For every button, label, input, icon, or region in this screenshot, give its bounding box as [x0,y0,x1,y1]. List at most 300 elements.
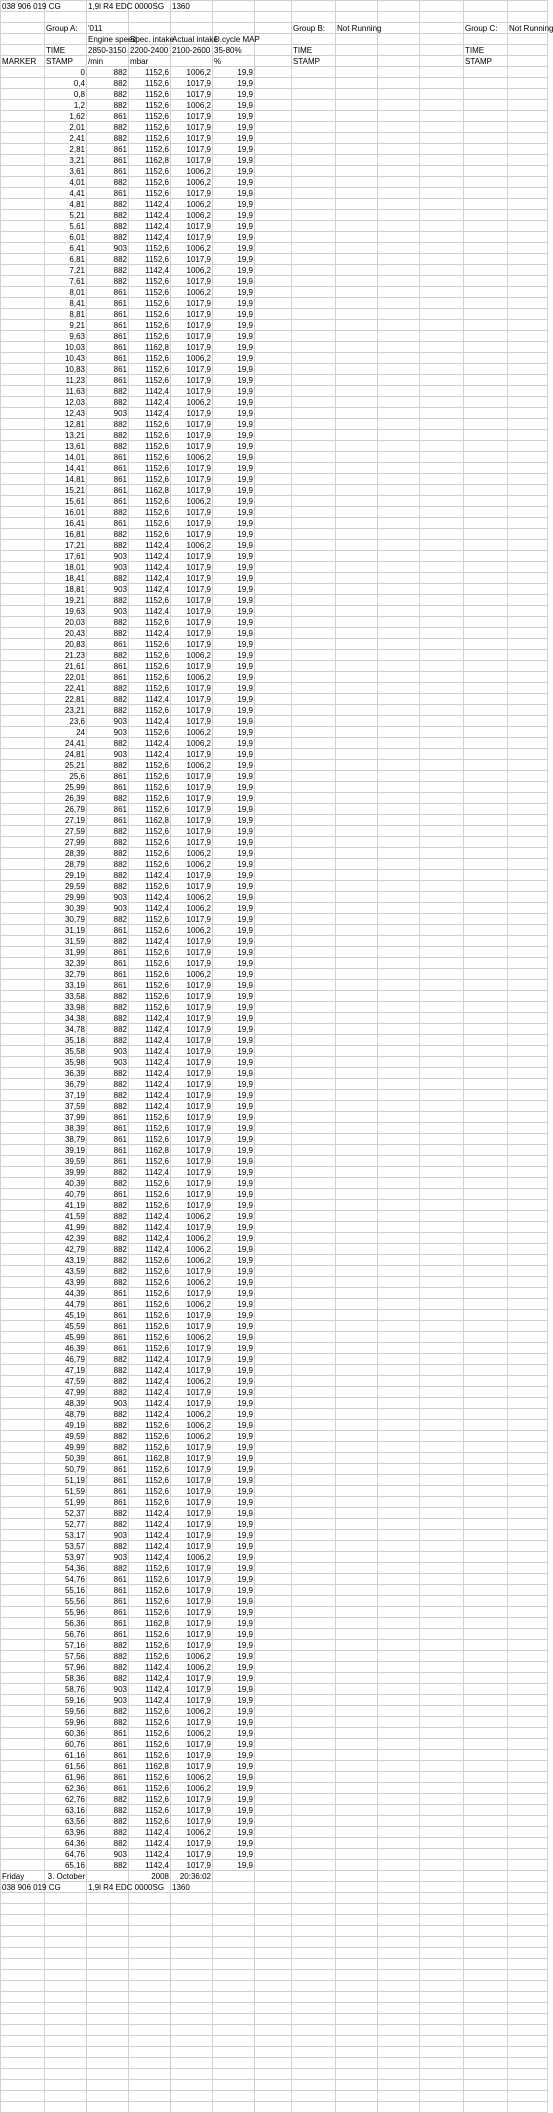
cell[interactable]: 861 [87,1728,129,1739]
cell[interactable] [464,1211,508,1222]
cell[interactable] [464,903,508,914]
cell[interactable] [292,430,336,441]
cell[interactable] [292,320,336,331]
cell[interactable]: 1142,4 [129,562,171,573]
cell[interactable]: 19,9 [213,980,255,991]
cell[interactable] [255,628,292,639]
cell[interactable] [292,1420,336,1431]
cell[interactable] [508,672,548,683]
cell[interactable] [464,133,508,144]
cell[interactable] [87,1871,129,1882]
cell[interactable]: 19,9 [213,1585,255,1596]
cell[interactable]: 861 [87,364,129,375]
cell[interactable] [1,1739,45,1750]
cell[interactable] [420,133,464,144]
cell[interactable] [292,1255,336,1266]
cell[interactable] [464,2069,508,2080]
cell[interactable] [508,474,548,485]
cell[interactable] [464,1739,508,1750]
cell[interactable] [336,1662,378,1673]
cell[interactable] [420,947,464,958]
cell[interactable]: 1017,9 [171,1695,213,1706]
cell[interactable]: 55,96 [45,1607,87,1618]
cell[interactable] [378,353,420,364]
cell[interactable] [508,45,548,56]
cell[interactable] [87,1948,129,1959]
cell[interactable]: 65,16 [45,1860,87,1871]
cell[interactable]: 903 [87,903,129,914]
cell[interactable]: 903 [87,408,129,419]
cell[interactable] [378,1552,420,1563]
cell[interactable]: 1017,9 [171,1024,213,1035]
cell[interactable]: 51,59 [45,1486,87,1497]
cell[interactable]: 1017,9 [171,1046,213,1057]
cell[interactable] [464,111,508,122]
cell[interactable]: 1017,9 [171,1475,213,1486]
cell[interactable] [464,1662,508,1673]
cell[interactable] [464,507,508,518]
cell[interactable] [213,12,255,23]
cell[interactable] [336,1739,378,1750]
cell[interactable] [292,1090,336,1101]
cell[interactable] [378,1420,420,1431]
cell[interactable]: 882 [87,1651,129,1662]
cell[interactable] [420,760,464,771]
cell[interactable] [336,980,378,991]
cell[interactable]: 1142,4 [129,1024,171,1035]
cell[interactable]: 861 [87,1464,129,1475]
cell[interactable]: 882 [87,67,129,78]
cell[interactable] [464,1057,508,1068]
cell[interactable] [508,1332,548,1343]
cell[interactable] [378,243,420,254]
cell[interactable]: 1017,9 [171,936,213,947]
cell[interactable] [508,2058,548,2069]
cell[interactable] [255,188,292,199]
cell[interactable]: 1017,9 [171,375,213,386]
cell[interactable] [508,683,548,694]
cell[interactable]: 30,79 [45,914,87,925]
cell[interactable]: 1152,6 [129,353,171,364]
cell[interactable]: 1152,6 [129,1310,171,1321]
cell[interactable] [420,1101,464,1112]
cell[interactable] [87,2014,129,2025]
cell[interactable] [292,463,336,474]
cell[interactable] [336,1541,378,1552]
cell[interactable] [464,1002,508,1013]
cell[interactable] [292,507,336,518]
cell[interactable] [1,177,45,188]
cell[interactable] [255,507,292,518]
cell[interactable] [292,1079,336,1090]
cell[interactable] [292,265,336,276]
cell[interactable] [464,1299,508,1310]
cell[interactable] [464,1112,508,1123]
cell[interactable]: 1142,4 [129,1057,171,1068]
cell[interactable] [1,210,45,221]
cell[interactable] [420,23,464,34]
cell[interactable] [420,1189,464,1200]
cell[interactable]: 29,19 [45,870,87,881]
cell[interactable] [336,463,378,474]
cell[interactable] [420,1805,464,1816]
cell[interactable] [378,1288,420,1299]
cell[interactable] [336,1398,378,1409]
cell[interactable] [255,617,292,628]
cell[interactable]: 19,9 [213,848,255,859]
cell[interactable] [464,1574,508,1585]
cell[interactable] [255,386,292,397]
cell[interactable] [292,815,336,826]
cell[interactable] [292,1970,336,1981]
cell[interactable]: 1152,6 [129,947,171,958]
cell[interactable]: 19,9 [213,353,255,364]
cell[interactable] [292,738,336,749]
cell[interactable]: 1152,6 [129,991,171,1002]
cell[interactable] [508,1090,548,1101]
cell[interactable]: 64,76 [45,1849,87,1860]
cell[interactable] [1,1123,45,1134]
cell[interactable] [420,1706,464,1717]
cell[interactable] [378,1035,420,1046]
cell[interactable]: 62,76 [45,1794,87,1805]
cell[interactable]: 1017,9 [171,1816,213,1827]
cell[interactable] [420,1178,464,1189]
cell[interactable]: 1017,9 [171,1629,213,1640]
cell[interactable]: 882 [87,78,129,89]
cell[interactable] [464,122,508,133]
cell[interactable] [1,1915,45,1926]
cell[interactable]: 861 [87,947,129,958]
cell[interactable] [292,1981,336,1992]
cell[interactable]: 57,56 [45,1651,87,1662]
cell[interactable] [464,1156,508,1167]
cell[interactable] [292,1915,336,1926]
cell[interactable]: 2200-2400 [129,45,171,56]
cell[interactable] [508,199,548,210]
cell[interactable] [378,551,420,562]
cell[interactable] [420,155,464,166]
cell[interactable]: 19,9 [213,1563,255,1574]
cell[interactable]: 1142,4 [129,1101,171,1112]
cell[interactable] [292,276,336,287]
cell[interactable] [508,584,548,595]
cell[interactable] [378,309,420,320]
cell[interactable]: 1142,4 [129,1090,171,1101]
cell[interactable]: 1017,9 [171,980,213,991]
cell[interactable] [1,342,45,353]
cell[interactable] [336,1970,378,1981]
cell[interactable]: 19,9 [213,1068,255,1079]
cell[interactable] [508,1904,548,1915]
cell[interactable] [336,419,378,430]
cell[interactable] [508,342,548,353]
cell[interactable]: 882 [87,1002,129,1013]
cell[interactable] [1,1211,45,1222]
cell[interactable] [420,1475,464,1486]
cell[interactable] [255,1046,292,1057]
cell[interactable] [255,1,292,12]
cell[interactable] [378,298,420,309]
cell[interactable]: 1017,9 [171,562,213,573]
cell[interactable] [464,342,508,353]
cell[interactable] [508,1915,548,1926]
cell[interactable] [464,496,508,507]
cell[interactable] [255,2025,292,2036]
cell[interactable]: 1017,9 [171,1123,213,1134]
cell[interactable] [255,1002,292,1013]
cell[interactable] [336,628,378,639]
cell[interactable] [1,1596,45,1607]
cell[interactable]: TIME [292,45,336,56]
cell[interactable] [255,1915,292,1926]
cell[interactable]: 58,76 [45,1684,87,1695]
cell[interactable] [1,617,45,628]
cell[interactable] [255,1354,292,1365]
cell[interactable] [508,419,548,430]
cell[interactable] [378,1816,420,1827]
cell[interactable] [508,1849,548,1860]
cell[interactable] [378,397,420,408]
cell[interactable]: 19,9 [213,1486,255,1497]
cell[interactable] [420,1585,464,1596]
cell[interactable] [508,386,548,397]
cell[interactable]: 19,9 [213,1431,255,1442]
cell[interactable]: 903 [87,749,129,760]
cell[interactable] [378,1398,420,1409]
cell[interactable] [255,2003,292,2014]
cell[interactable]: 1152,6 [129,1486,171,1497]
cell[interactable] [508,463,548,474]
cell[interactable] [378,1222,420,1233]
cell[interactable] [378,815,420,826]
cell[interactable]: 40,39 [45,1178,87,1189]
cell[interactable] [464,1838,508,1849]
cell[interactable] [464,551,508,562]
cell[interactable] [420,1629,464,1640]
cell[interactable]: 861 [87,1783,129,1794]
cell[interactable] [508,1948,548,1959]
cell[interactable] [508,1816,548,1827]
cell[interactable] [464,232,508,243]
cell[interactable] [255,1871,292,1882]
cell[interactable] [508,353,548,364]
cell[interactable] [420,1739,464,1750]
cell[interactable] [255,1838,292,1849]
cell[interactable]: 1017,9 [171,1310,213,1321]
cell[interactable] [292,1321,336,1332]
cell[interactable] [508,1255,548,1266]
cell[interactable] [213,2102,255,2113]
cell[interactable]: 861 [87,969,129,980]
cell[interactable]: 1152,6 [129,529,171,540]
cell[interactable] [378,1365,420,1376]
cell[interactable] [508,650,548,661]
cell[interactable]: 1006,2 [171,67,213,78]
cell[interactable]: 21,61 [45,661,87,672]
cell[interactable]: 1017,9 [171,1145,213,1156]
cell[interactable]: D.cycle MAP [214,35,260,44]
cell[interactable] [420,1948,464,1959]
cell[interactable]: 1017,9 [171,1079,213,1090]
cell[interactable] [336,364,378,375]
cell[interactable] [336,1695,378,1706]
cell[interactable] [508,430,548,441]
cell[interactable]: 19,9 [213,1849,255,1860]
cell[interactable]: 35,58 [45,1046,87,1057]
cell[interactable]: 882 [87,1860,129,1871]
cell[interactable] [508,804,548,815]
cell[interactable]: 19,9 [213,397,255,408]
cell[interactable] [1,67,45,78]
cell[interactable] [464,89,508,100]
cell[interactable] [420,1904,464,1915]
cell[interactable] [508,1563,548,1574]
cell[interactable]: 882 [87,1255,129,1266]
cell[interactable]: 1006,2 [171,166,213,177]
cell[interactable] [292,1508,336,1519]
cell[interactable] [378,1607,420,1618]
cell[interactable] [420,309,464,320]
cell[interactable]: MARKER [1,56,45,67]
cell[interactable] [336,661,378,672]
cell[interactable] [87,2003,129,2014]
cell[interactable] [378,936,420,947]
cell[interactable] [292,1189,336,1200]
cell[interactable]: 882 [87,573,129,584]
cell[interactable]: 1152,6 [129,67,171,78]
cell[interactable]: 1017,9 [171,309,213,320]
cell[interactable] [464,870,508,881]
cell[interactable]: 45,99 [45,1332,87,1343]
cell[interactable]: 1006,2 [171,1772,213,1783]
cell[interactable]: 1017,9 [171,1453,213,1464]
cell[interactable] [420,199,464,210]
cell[interactable] [464,760,508,771]
cell[interactable]: 19,9 [213,705,255,716]
cell[interactable] [378,430,420,441]
cell[interactable]: 861 [87,1321,129,1332]
cell[interactable]: 1006,2 [171,925,213,936]
cell[interactable] [255,2069,292,2080]
cell[interactable]: 1142,4 [129,540,171,551]
cell[interactable]: 19,9 [213,474,255,485]
cell[interactable] [255,1233,292,1244]
cell[interactable] [464,848,508,859]
cell[interactable]: 861 [87,980,129,991]
cell[interactable]: 32,79 [45,969,87,980]
cell[interactable] [420,1937,464,1948]
cell[interactable] [255,1596,292,1607]
cell[interactable] [464,2080,508,2091]
cell[interactable]: 1006,2 [171,452,213,463]
cell[interactable] [336,1618,378,1629]
cell[interactable]: 19,9 [213,1442,255,1453]
cell[interactable] [378,1486,420,1497]
cell[interactable]: 882 [87,1541,129,1552]
cell[interactable] [292,551,336,562]
cell[interactable]: 038 906 019 CG [2,1883,61,1892]
cell[interactable] [129,23,171,34]
cell[interactable]: 1006,2 [171,672,213,683]
cell[interactable] [171,1893,213,1904]
cell[interactable] [378,694,420,705]
cell[interactable] [508,1486,548,1497]
cell[interactable] [464,386,508,397]
cell[interactable]: 1152,6 [129,727,171,738]
cell[interactable] [508,1596,548,1607]
cell[interactable] [378,2003,420,2014]
cell[interactable]: 1017,9 [171,1343,213,1354]
cell[interactable] [255,1618,292,1629]
cell[interactable] [464,1486,508,1497]
cell[interactable] [171,1992,213,2003]
cell[interactable]: 1152,6 [129,320,171,331]
cell[interactable] [255,419,292,430]
cell[interactable] [292,1849,336,1860]
cell[interactable]: 1152,6 [129,1805,171,1816]
cell[interactable] [336,1266,378,1277]
cell[interactable]: 19,9 [213,199,255,210]
cell[interactable]: 1152,6 [129,1112,171,1123]
cell[interactable] [378,1090,420,1101]
cell[interactable] [336,650,378,661]
cell[interactable] [336,474,378,485]
cell[interactable]: 1017,9 [171,804,213,815]
cell[interactable] [378,617,420,628]
cell[interactable] [1,661,45,672]
cell[interactable] [292,1585,336,1596]
cell[interactable] [378,1211,420,1222]
cell[interactable] [336,1431,378,1442]
cell[interactable] [336,1992,378,2003]
cell[interactable]: 28,39 [45,848,87,859]
cell[interactable] [378,2047,420,2058]
cell[interactable]: 19,9 [213,1211,255,1222]
cell[interactable] [1,276,45,287]
cell[interactable]: 1162,8 [129,342,171,353]
cell[interactable] [420,1662,464,1673]
cell[interactable] [255,1849,292,1860]
cell[interactable] [336,1167,378,1178]
cell[interactable] [464,243,508,254]
cell[interactable]: 1152,6 [129,188,171,199]
cell[interactable] [255,1772,292,1783]
cell[interactable] [213,1981,255,1992]
cell[interactable]: 1017,9 [171,320,213,331]
cell[interactable] [464,408,508,419]
cell[interactable] [336,243,378,254]
cell[interactable]: 19,9 [213,210,255,221]
cell[interactable] [378,408,420,419]
cell[interactable]: 882 [87,1024,129,1035]
cell[interactable]: Actual intake [172,35,218,44]
cell[interactable]: 48,79 [45,1409,87,1420]
cell[interactable] [292,1101,336,1112]
cell[interactable] [378,1134,420,1145]
cell[interactable] [171,2091,213,2102]
cell[interactable]: 1017,9 [171,463,213,474]
cell[interactable] [1,298,45,309]
cell[interactable] [420,485,464,496]
cell[interactable]: 861 [87,1310,129,1321]
cell[interactable] [378,870,420,881]
cell[interactable] [336,309,378,320]
cell[interactable] [213,2069,255,2080]
cell[interactable] [378,2102,420,2113]
cell[interactable] [292,2080,336,2091]
cell[interactable] [378,848,420,859]
